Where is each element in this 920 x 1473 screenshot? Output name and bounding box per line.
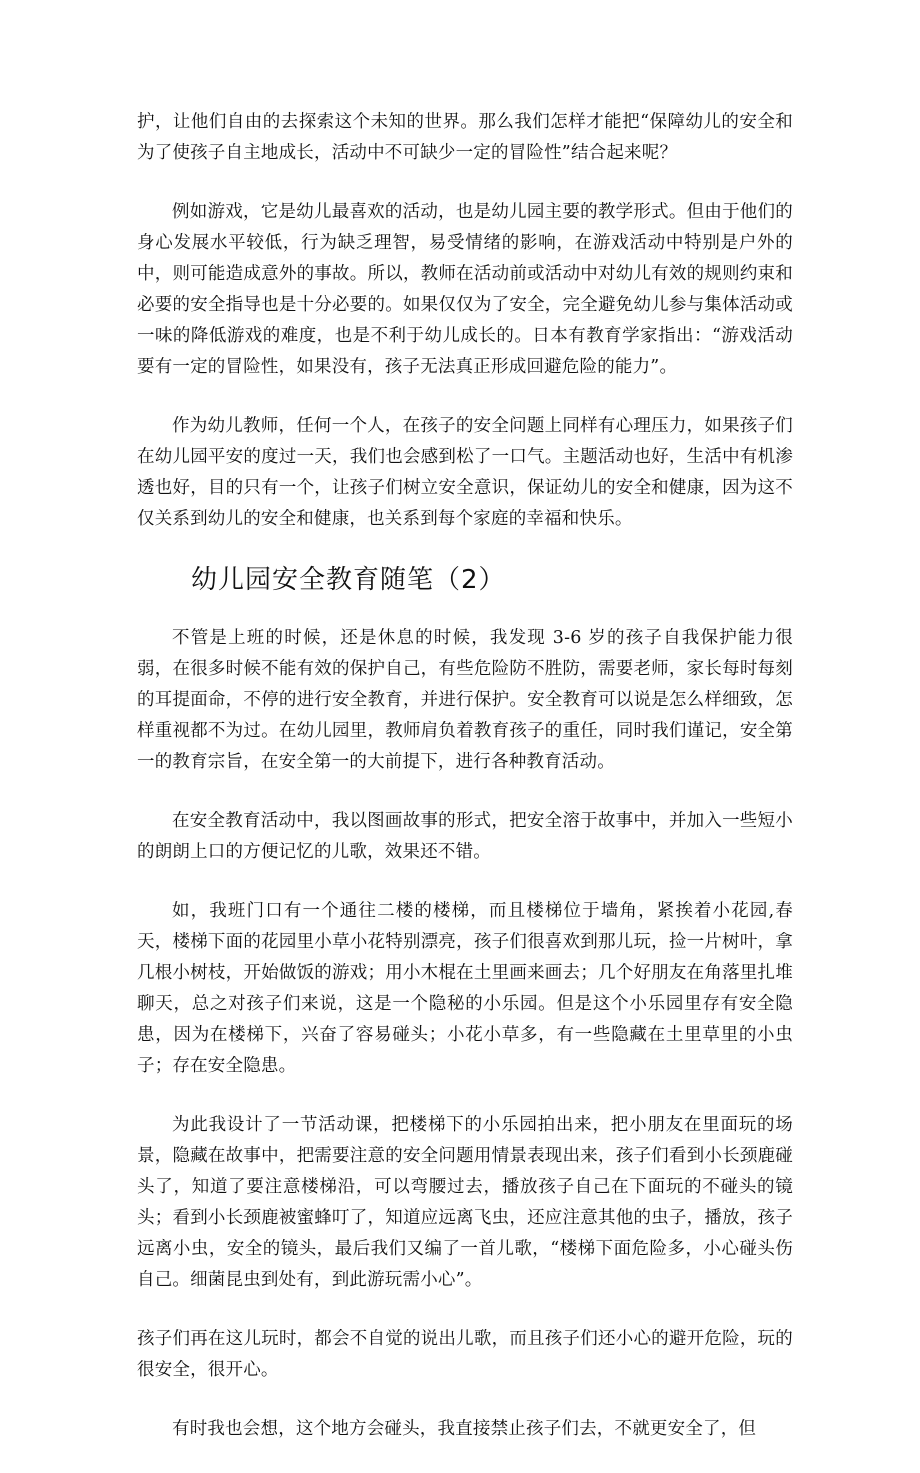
paragraph-picture-story: 在安全教育活动中，我以图画故事的形式，把安全溶于故事中，并加入一些短小的朗朗上口的方便记忆的儿歌，效果还不错。: [137, 811, 793, 862]
paragraph-self-protection: 不管是上班的时候，还是休息的时候，我发现 3-6 岁的孩子自我保护能力很弱，在很多时候不能有效的保护自己，有些危险防不胜防，需要老师，家长每时每刻的耳提面命，不停的进行安全教育，并进行保护。安全教育可以说是怎么样细致，怎样重视都不为过。在幼儿园里，教师肩负着教育孩子的重任，同时我们谨记，安全第一的教育宗旨，在安全第一的大前提下，进行各种教育活动。: [137, 628, 793, 772]
section-heading: 幼儿园安全教育随笔（2）: [191, 565, 506, 595]
paragraph-reflection: 有时我也会想，这个地方会碰头，我直接禁止孩子们去，不就更安全了，但: [172, 1419, 757, 1439]
paragraph-stairway: 如，我班门口有一个通往二楼的楼梯，而且楼梯位于墙角，紧挨着小花园,春天，楼梯下面的花园里小草小花特别漂亮，孩子们很喜欢到那儿玩，捡一片树叶，拿几根小树枝，开始做饭的游戏；用小木棍在土里画来画去；几个好朋友在角落里扎堆聊天，总之对孩子们来说，这是一个隐秘的小乐园。但是这个小乐园里存有安全隐患，因为在楼梯下，兴奋了容易碰头；小花小草多，有一些隐藏在土里草里的小虫子；存在安全隐患。: [137, 901, 793, 1076]
paragraph-teacher-pressure: 作为幼儿教师，任何一个人，在孩子的安全问题上同样有心理压力，如果孩子们在幼儿园平安的度过一天，我们也会感到松了一口气。主题活动也好，生活中有机渗透也好，目的只有一个，让孩子们树立安全意识，保证幼儿的安全和健康，因为这不仅关系到幼儿的安全和健康，也关系到每个家庭的幸福和快乐。: [137, 416, 793, 529]
paragraph-children-safe: 孩子们再在这儿玩时，都会不自觉的说出儿歌，而且孩子们还小心的避开危险，玩的很安全，很开心。: [137, 1329, 793, 1380]
paragraph-activity-lesson: 为此我设计了一节活动课，把楼梯下的小乐园拍出来，把小朋友在里面玩的场景，隐藏在故事中，把需要注意的安全问题用情景表现出来，孩子们看到小长颈鹿碰头了，知道了要注意楼梯沿，可以弯腰过去，播放孩子自己在下面玩的不碰头的镜头；看到小长颈鹿被蜜蜂叮了，知道应远离飞虫，还应注意其他的虫子，播放，孩子远离小虫，安全的镜头，最后我们又编了一首儿歌，“楼梯下面危险多，小心碰头伤自己。细菌昆虫到处有，到此游玩需小心”。: [137, 1115, 793, 1290]
paragraph-game-example: 例如游戏，它是幼儿最喜欢的活动，也是幼儿园主要的教学形式。但由于他们的身心发展水平较低，行为缺乏理智，易受情绪的影响，在游戏活动中特别是户外的中，则可能造成意外的事故。所以，教师在活动前或活动中对幼儿有效的规则约束和必要的安全指导也是十分必要的。如果仅仅为了安全，完全避免幼儿参与集体活动或一味的降低游戏的难度，也是不利于幼儿成长的。日本有教育学家指出：“游戏活动要有一定的冒险性，如果没有，孩子无法真正形成回避危险的能力”。: [137, 202, 793, 377]
paragraph-continuation: 护，让他们自由的去探索这个未知的世界。那么我们怎样才能把“保障幼儿的安全和为了使孩子自主地成长，活动中不可缺少一定的冒险性”结合起来呢？: [137, 112, 793, 163]
document-body: [137, 107, 793, 1473]
